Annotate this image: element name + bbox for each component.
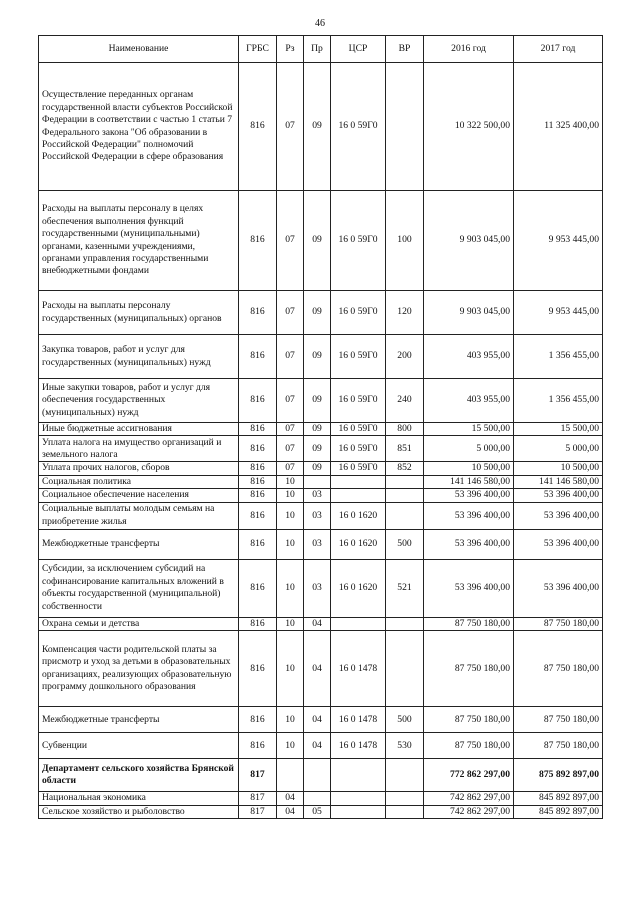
table-row	[39, 291, 603, 335]
cell-vr	[386, 792, 424, 805]
cell-2017: 87 750 180,00	[514, 631, 603, 707]
cell-grbs: 817	[239, 805, 277, 818]
cell-rz	[277, 759, 304, 792]
cell-vr: 530	[386, 733, 424, 759]
cell-grbs: 816	[239, 462, 277, 475]
cell-rz: 04	[277, 805, 304, 818]
cell-2017: 15 500,00	[514, 423, 603, 436]
cell-name: Межбюджетные трансферты	[39, 707, 239, 733]
cell-grbs: 816	[239, 63, 277, 191]
cell-name: Социальные выплаты молодым семьям на приобретение жилья	[39, 502, 239, 529]
cell-name: Иные бюджетные ассигнования	[39, 423, 239, 436]
cell-2016: 403 955,00	[424, 379, 514, 423]
cell-grbs: 816	[239, 559, 277, 617]
table-row	[39, 423, 603, 436]
cell-csr: 16 0 59Г0	[331, 335, 386, 379]
cell-rz: 10	[277, 631, 304, 707]
cell-vr	[386, 475, 424, 488]
cell-vr	[386, 759, 424, 792]
cell-csr	[331, 475, 386, 488]
cell-pr: 03	[304, 489, 331, 502]
cell-2017: 5 000,00	[514, 436, 603, 462]
table-row	[39, 631, 603, 707]
cell-csr: 16 0 59Г0	[331, 291, 386, 335]
cell-vr: 500	[386, 707, 424, 733]
header-vr: ВР	[386, 36, 424, 63]
cell-csr: 16 0 1620	[331, 559, 386, 617]
cell-pr: 03	[304, 559, 331, 617]
cell-vr: 800	[386, 423, 424, 436]
cell-vr: 851	[386, 436, 424, 462]
table-row	[39, 707, 603, 733]
header-grbs: ГРБС	[239, 36, 277, 63]
cell-pr: 09	[304, 63, 331, 191]
cell-2017: 53 396 400,00	[514, 529, 603, 559]
cell-grbs: 816	[239, 291, 277, 335]
cell-name: Субсидии, за исключением субсидий на софинансирование капитальных вложений в объекты государственной (муниципальной) собственности	[39, 559, 239, 617]
table-row	[39, 489, 603, 502]
cell-rz: 07	[277, 63, 304, 191]
cell-vr: 200	[386, 335, 424, 379]
header-2016: 2016 год	[424, 36, 514, 63]
cell-rz: 10	[277, 617, 304, 630]
cell-rz: 07	[277, 423, 304, 436]
cell-grbs: 816	[239, 707, 277, 733]
cell-2017: 875 892 897,00	[514, 759, 603, 792]
cell-2017: 87 750 180,00	[514, 617, 603, 630]
cell-vr	[386, 502, 424, 529]
table-row	[39, 191, 603, 291]
cell-2016: 9 903 045,00	[424, 191, 514, 291]
table-row	[39, 805, 603, 818]
cell-name: Субвенции	[39, 733, 239, 759]
cell-pr: 04	[304, 617, 331, 630]
table-row	[39, 436, 603, 462]
cell-name: Уплата налога на имущество организаций и земельного налога	[39, 436, 239, 462]
cell-vr	[386, 805, 424, 818]
table-row	[39, 733, 603, 759]
cell-pr: 09	[304, 379, 331, 423]
cell-2016: 5 000,00	[424, 436, 514, 462]
cell-grbs: 817	[239, 792, 277, 805]
cell-2017: 9 953 445,00	[514, 191, 603, 291]
cell-grbs: 816	[239, 502, 277, 529]
cell-name: Сельское хозяйство и рыболовство	[39, 805, 239, 818]
cell-vr	[386, 63, 424, 191]
cell-2017: 9 953 445,00	[514, 291, 603, 335]
cell-grbs: 816	[239, 436, 277, 462]
cell-rz: 04	[277, 792, 304, 805]
cell-grbs: 816	[239, 379, 277, 423]
table-row	[39, 462, 603, 475]
table-header-row	[39, 36, 603, 63]
cell-2016: 742 862 297,00	[424, 792, 514, 805]
table-row	[39, 759, 603, 792]
cell-name: Осуществление переданных органам государственной власти субъектов Российской Федерации в соответствии с частью 1 статьи 7 Федерального закона "Об образовании в Российской Федерации" полномочий Российской Федерации в сфере образования	[39, 63, 239, 191]
cell-grbs: 816	[239, 529, 277, 559]
cell-rz: 10	[277, 489, 304, 502]
table-row	[39, 529, 603, 559]
table-row	[39, 792, 603, 805]
header-rz: Рз	[277, 36, 304, 63]
header-pr: Пр	[304, 36, 331, 63]
cell-vr: 852	[386, 462, 424, 475]
cell-2017: 845 892 897,00	[514, 792, 603, 805]
cell-2017: 845 892 897,00	[514, 805, 603, 818]
cell-2017: 87 750 180,00	[514, 707, 603, 733]
cell-vr	[386, 489, 424, 502]
cell-2017: 87 750 180,00	[514, 733, 603, 759]
cell-csr: 16 0 1478	[331, 631, 386, 707]
cell-2016: 53 396 400,00	[424, 502, 514, 529]
cell-pr: 09	[304, 335, 331, 379]
cell-rz: 10	[277, 559, 304, 617]
table-row	[39, 335, 603, 379]
cell-rz: 10	[277, 707, 304, 733]
cell-pr: 05	[304, 805, 331, 818]
cell-pr: 09	[304, 191, 331, 291]
cell-rz: 07	[277, 436, 304, 462]
cell-rz: 10	[277, 475, 304, 488]
cell-csr	[331, 759, 386, 792]
cell-2016: 10 322 500,00	[424, 63, 514, 191]
cell-pr: 04	[304, 733, 331, 759]
cell-vr	[386, 631, 424, 707]
cell-2016: 53 396 400,00	[424, 489, 514, 502]
cell-grbs: 816	[239, 489, 277, 502]
cell-2016: 9 903 045,00	[424, 291, 514, 335]
cell-grbs: 817	[239, 759, 277, 792]
cell-grbs: 816	[239, 631, 277, 707]
cell-grbs: 816	[239, 191, 277, 291]
cell-2017: 10 500,00	[514, 462, 603, 475]
cell-pr	[304, 759, 331, 792]
cell-vr: 500	[386, 529, 424, 559]
cell-name: Национальная экономика	[39, 792, 239, 805]
cell-name: Компенсация части родительской платы за присмотр и уход за детьми в образовательных организациях, реализующих образовательную программу дошкольного образования	[39, 631, 239, 707]
cell-2016: 772 862 297,00	[424, 759, 514, 792]
cell-name: Социальное обеспечение населения	[39, 489, 239, 502]
cell-pr	[304, 792, 331, 805]
cell-rz: 07	[277, 335, 304, 379]
cell-csr	[331, 617, 386, 630]
cell-2016: 15 500,00	[424, 423, 514, 436]
cell-2017: 53 396 400,00	[514, 559, 603, 617]
cell-vr: 100	[386, 191, 424, 291]
cell-name: Социальная политика	[39, 475, 239, 488]
cell-2017: 141 146 580,00	[514, 475, 603, 488]
cell-pr: 03	[304, 502, 331, 529]
cell-rz: 10	[277, 529, 304, 559]
cell-2016: 403 955,00	[424, 335, 514, 379]
cell-2016: 53 396 400,00	[424, 529, 514, 559]
cell-2017: 11 325 400,00	[514, 63, 603, 191]
cell-pr: 09	[304, 462, 331, 475]
cell-pr: 04	[304, 707, 331, 733]
cell-pr: 09	[304, 291, 331, 335]
cell-csr	[331, 805, 386, 818]
cell-pr: 09	[304, 436, 331, 462]
cell-2017: 1 356 455,00	[514, 335, 603, 379]
cell-vr	[386, 617, 424, 630]
cell-2016: 87 750 180,00	[424, 733, 514, 759]
cell-grbs: 816	[239, 733, 277, 759]
cell-name: Иные закупки товаров, работ и услуг для обеспечения государственных (муниципальных) нужд	[39, 379, 239, 423]
cell-csr: 16 0 1478	[331, 733, 386, 759]
table-row	[39, 559, 603, 617]
table-row	[39, 475, 603, 488]
cell-2016: 87 750 180,00	[424, 631, 514, 707]
cell-csr: 16 0 59Г0	[331, 436, 386, 462]
cell-rz: 10	[277, 733, 304, 759]
cell-csr: 16 0 59Г0	[331, 379, 386, 423]
cell-rz: 07	[277, 379, 304, 423]
header-2017: 2017 год	[514, 36, 603, 63]
cell-name: Уплата прочих налогов, сборов	[39, 462, 239, 475]
cell-csr	[331, 792, 386, 805]
cell-2017: 1 356 455,00	[514, 379, 603, 423]
cell-2016: 10 500,00	[424, 462, 514, 475]
cell-csr: 16 0 1620	[331, 502, 386, 529]
table-row	[39, 502, 603, 529]
cell-csr: 16 0 59Г0	[331, 462, 386, 475]
cell-name: Закупка товаров, работ и услуг для государственных (муниципальных) нужд	[39, 335, 239, 379]
cell-rz: 07	[277, 462, 304, 475]
cell-2016: 87 750 180,00	[424, 707, 514, 733]
cell-pr: 09	[304, 423, 331, 436]
cell-2016: 87 750 180,00	[424, 617, 514, 630]
header-csr: ЦСР	[331, 36, 386, 63]
cell-grbs: 816	[239, 475, 277, 488]
cell-csr	[331, 489, 386, 502]
table-row	[39, 617, 603, 630]
cell-name: Департамент сельского хозяйства Брянской области	[39, 759, 239, 792]
cell-2016: 742 862 297,00	[424, 805, 514, 818]
page-number: 46	[315, 18, 325, 29]
cell-name: Межбюджетные трансферты	[39, 529, 239, 559]
budget-table	[38, 35, 603, 819]
cell-2016: 141 146 580,00	[424, 475, 514, 488]
cell-2017: 53 396 400,00	[514, 502, 603, 529]
cell-name: Охрана семьи и детства	[39, 617, 239, 630]
cell-name: Расходы на выплаты персоналу в целях обеспечения выполнения функций государственными (муниципальными) органами, казенными учреждениями, органами управления государственными внебюджетными фондами	[39, 191, 239, 291]
cell-pr: 04	[304, 631, 331, 707]
cell-vr: 120	[386, 291, 424, 335]
cell-pr	[304, 475, 331, 488]
header-name: Наименование	[39, 36, 239, 63]
cell-vr: 240	[386, 379, 424, 423]
cell-pr: 03	[304, 529, 331, 559]
cell-csr: 16 0 59Г0	[331, 63, 386, 191]
cell-grbs: 816	[239, 617, 277, 630]
cell-2017: 53 396 400,00	[514, 489, 603, 502]
cell-name: Расходы на выплаты персоналу государственных (муниципальных) органов	[39, 291, 239, 335]
cell-csr: 16 0 1620	[331, 529, 386, 559]
table-row	[39, 63, 603, 191]
cell-2016: 53 396 400,00	[424, 559, 514, 617]
cell-rz: 10	[277, 502, 304, 529]
cell-csr: 16 0 59Г0	[331, 423, 386, 436]
cell-rz: 07	[277, 291, 304, 335]
cell-csr: 16 0 1478	[331, 707, 386, 733]
cell-grbs: 816	[239, 423, 277, 436]
cell-csr: 16 0 59Г0	[331, 191, 386, 291]
cell-grbs: 816	[239, 335, 277, 379]
cell-vr: 521	[386, 559, 424, 617]
table-row	[39, 379, 603, 423]
cell-rz: 07	[277, 191, 304, 291]
